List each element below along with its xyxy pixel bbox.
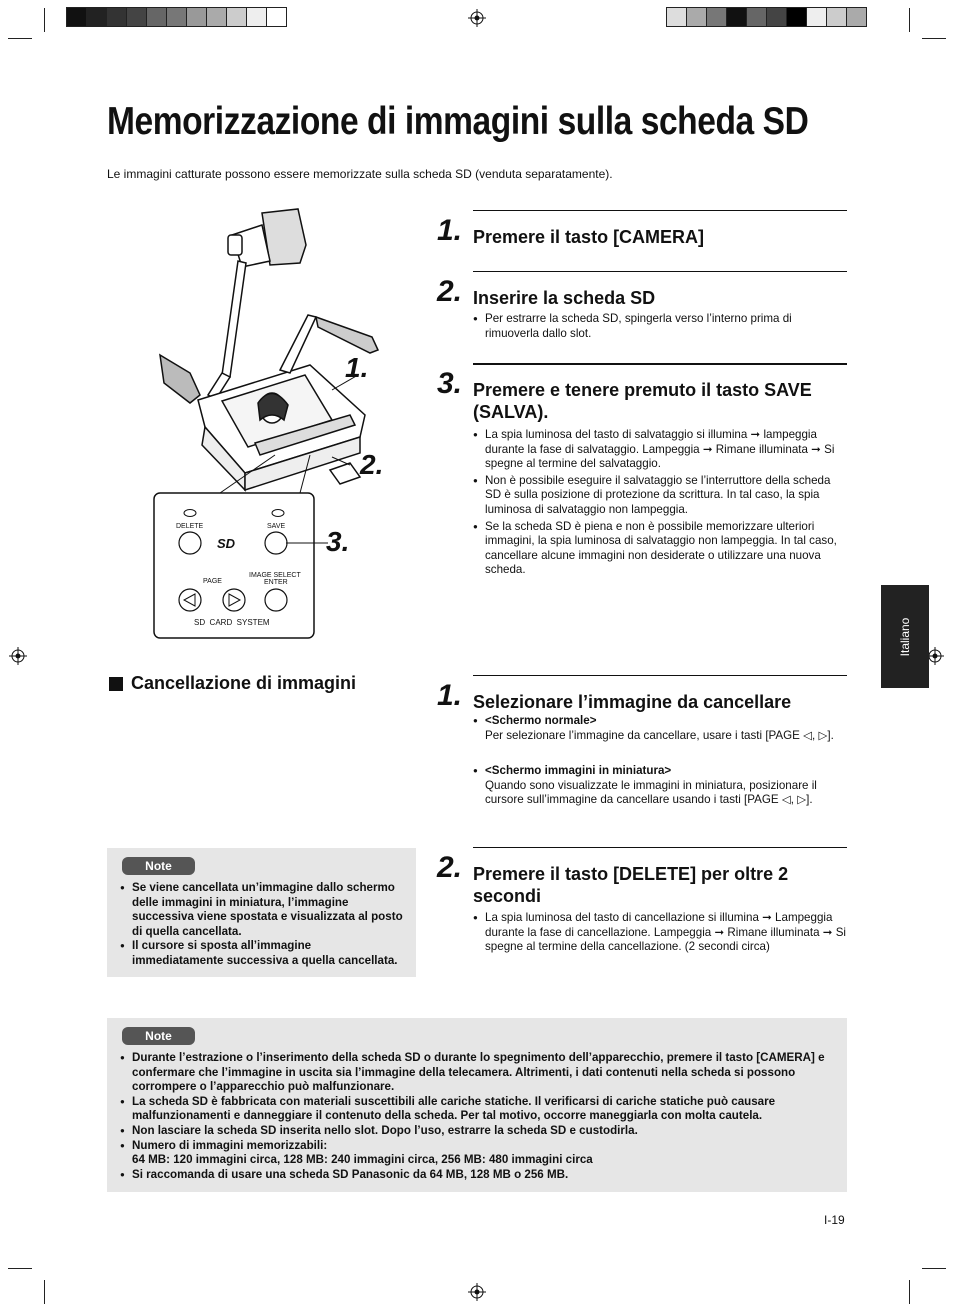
step-bullets: [473, 312, 847, 341]
step-bullets: [473, 428, 847, 578]
note-item: ● Se viene cancellata un’immagine dallo schermo delle immagini in miniatura, l’immagine successiva viene spostata e visualizzata al posto di quella cancellata.: [120, 881, 404, 939]
language-tab-label: Italiano: [898, 617, 912, 656]
bullet-item: ● La spia luminosa del tasto di cancellazione si illumina ➞ Lampeggia durante la fase di cancellazione. Lampeggia ➞ Rimane illuminata ➞ Si spegne al termine della cancellazione. (2 secondi circa): [473, 911, 847, 955]
step-title: Premere il tasto [DELETE] per oltre 2 secondi: [473, 864, 789, 906]
step-title: Premere e tenere premuto il tasto SAVE (SALVA).: [473, 380, 812, 422]
note-items: [120, 881, 404, 969]
note-items: [120, 1051, 836, 1182]
section-heading: [109, 673, 356, 694]
panel-label-enter: ENTER: [264, 579, 288, 586]
step-bullets: [473, 714, 847, 808]
callout-step-3: 3.: [326, 526, 350, 557]
bullet-item-heading: ● <Schermo normale>: [473, 714, 847, 729]
language-tab: [881, 585, 929, 688]
panel-label-save: SAVE: [267, 523, 286, 530]
divider: [473, 675, 847, 676]
divider: [473, 210, 847, 211]
crop-mark: [909, 1280, 910, 1304]
step-bullets: [473, 911, 847, 955]
crop-mark: [922, 38, 946, 39]
crop-mark: [909, 8, 910, 32]
divider: [473, 847, 847, 848]
note-badge: Note: [122, 1027, 195, 1045]
panel-label-image-select: IMAGE SELECT: [249, 572, 301, 579]
bullet-item: ● Non è possibile eseguire il salvataggio se l’interruttore della scheda SD è sulla posizione di protezione da scrittura. In tal caso, la spia luminosa di salvataggio non lampeggia.: [473, 474, 847, 518]
crop-mark: [8, 38, 32, 39]
panel-label-delete: DELETE: [176, 523, 204, 530]
step-title: Premere il tasto [CAMERA]: [473, 227, 705, 247]
svg-text:SD: SD: [217, 536, 236, 551]
step-number: 1.: [437, 214, 463, 247]
note-item: ● Si raccomanda di usare una scheda SD Panasonic da 64 MB, 128 MB o 256 MB.: [120, 1168, 836, 1183]
note-item: ● Durante l’estrazione o l’inserimento della scheda SD o durante lo spegnimento dell’apparecchio, premere il tasto [CAMERA] e confermare che l’immagine in uscita sia l’immagine della telecamera. Altrimenti, i dati contenuti nella scheda si possono corrompere o l’apparecchio può malfunzionare.: [120, 1051, 836, 1095]
page-title: Memorizzazione di immagini sulla scheda SD: [107, 100, 809, 143]
registration-bar-right: [666, 7, 867, 27]
bullet-item-heading: ● <Schermo immagini in miniatura>: [473, 764, 847, 779]
registration-bar-left: [66, 7, 287, 27]
panel-label-page: PAGE: [203, 578, 222, 585]
crop-mark: [8, 1268, 32, 1269]
page-number: I-19: [824, 1213, 845, 1227]
note-item: ● Non lasciare la scheda SD inserita nello slot. Dopo l’uso, estrarre la scheda SD e custodirla.: [120, 1124, 836, 1139]
step-number: 2.: [437, 275, 463, 308]
registration-target-icon: [468, 9, 486, 27]
intro-text: Le immagini catturate possono essere memorizzate sulla scheda SD (venduta separatamente).: [107, 167, 613, 181]
note-badge: Note: [122, 857, 195, 875]
registration-target-icon: [9, 647, 27, 665]
crop-mark: [922, 1268, 946, 1269]
step-title: Selezionare l’immagine da cancellare: [473, 692, 792, 712]
bullet-item-text: Per selezionare l’immagine da cancellare, usare i tasti [PAGE ◁, ▷].: [485, 728, 834, 742]
section-heading-text: Cancellazione di immagini: [131, 673, 357, 693]
step-number: 2.: [437, 851, 463, 884]
bullet-item: ● Per estrarre la scheda SD, spingerla verso l’interno prima di rimuoverla dallo slot.: [473, 312, 847, 341]
step-title: Inserire la scheda SD: [473, 288, 656, 308]
note-item: ● La scheda SD è fabbricata con materiali suscettibili alle cariche statiche. Il verificarsi di cariche statiche può causare malfunzionamenti e danneggiare il contenuto della scheda. Per tal motivo, occorre maneggiarla con molta cautela.: [120, 1095, 836, 1124]
divider: [473, 271, 847, 272]
bullet-item-text: Quando sono visualizzate le immagini in miniatura, posizionare il cursore sull’immagine da cancellare usando i tasti [PAGE ◁, ▷].: [485, 778, 817, 807]
crop-mark: [44, 8, 45, 32]
divider: [473, 363, 847, 365]
registration-target-icon: [468, 1283, 486, 1301]
panel-label-sd-card-system: SD CARD SYSTEM: [194, 618, 270, 627]
step-number: 1.: [437, 679, 463, 712]
bullet-item: ● La spia luminosa del tasto di salvataggio si illumina ➞ lampeggia durante la fase di salvataggio. Lampeggia ➞ Rimane illuminata ➞ Si spegne al termine del salvataggio.: [473, 428, 847, 472]
callout-step-1: 1.: [345, 352, 369, 383]
bullet-item: ● Se la scheda SD è piena e non è possibile memorizzare ulteriori immagini, la spia luminosa di salvataggio non lampeggia. In tal caso, cancellare alcune immagini non desiderate o utilizzare una nuova scheda.: [473, 520, 847, 578]
step-number: 3.: [437, 367, 463, 400]
square-bullet-icon: [109, 677, 123, 691]
note-item: ● Il cursore si sposta all’immagine immediatamente successiva a quella cancellata.: [120, 939, 404, 968]
crop-mark: [44, 1280, 45, 1304]
callout-step-2: 2.: [360, 449, 384, 480]
note-item: ● Numero di immagini memorizzabili: 64 MB: 120 immagini circa, 128 MB: 240 immagini circa, 256 MB: 480 immagini circa: [120, 1139, 836, 1168]
